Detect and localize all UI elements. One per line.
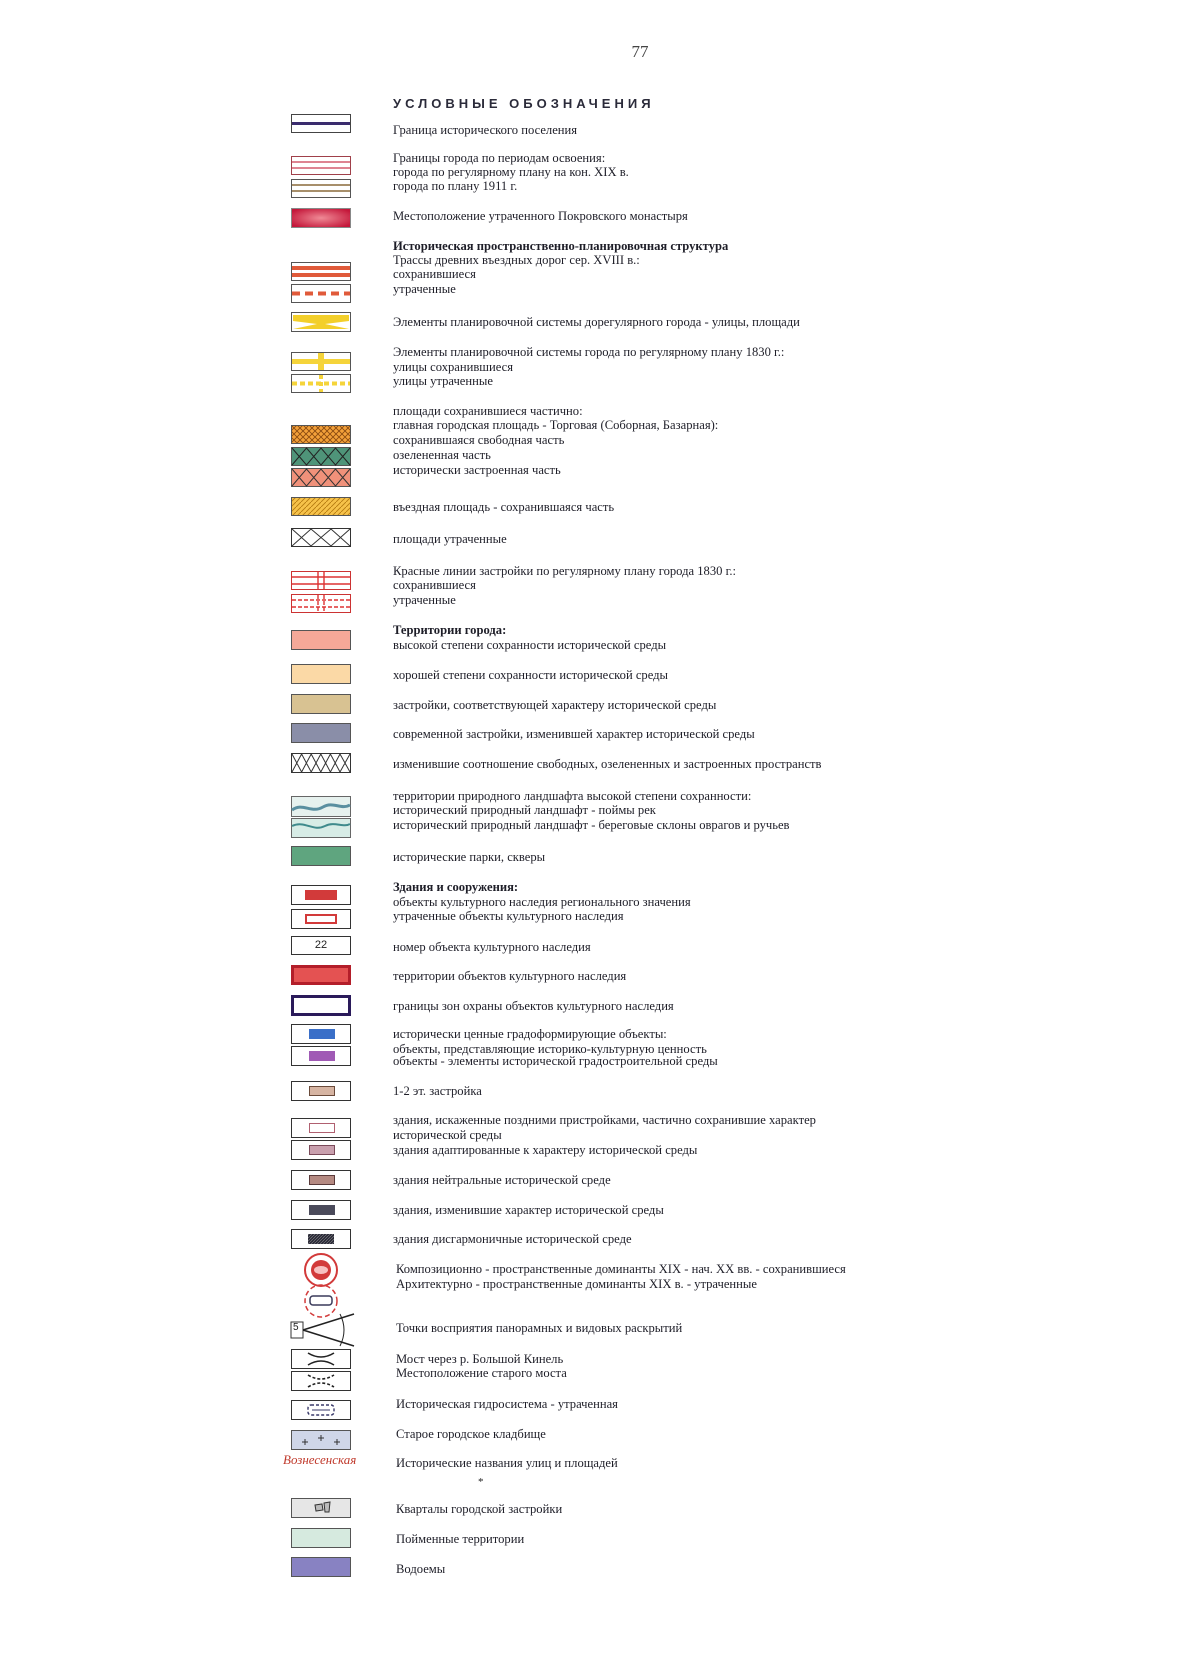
- historic-settlement-boundary-symbol: [291, 114, 351, 133]
- legend-terr-good: хорошей степени сохранности исторической среды: [393, 668, 669, 682]
- legend-distorted: здания, искаженные поздними пристройками, частично сохранившие характер: [393, 1113, 816, 1127]
- disharmonious-building-symbol: [291, 1229, 351, 1249]
- changed-ratio-territory-symbol: [291, 753, 351, 773]
- cemetery-symbol: [291, 1430, 351, 1450]
- ancient-road-kept-symbol: [291, 262, 351, 281]
- legend-landscape-slopes: исторический природный ландшафт - береговые склоны оврагов и ручьев: [393, 818, 790, 832]
- adapted-building-symbol: [291, 1140, 351, 1160]
- regular-streets-lost-symbol: [291, 374, 351, 393]
- red-lines-lost-symbol: [291, 594, 351, 613]
- legend-terr-high: высокой степени сохранности исторической среды: [393, 638, 667, 652]
- legend-parks: исторические парки, скверы: [393, 850, 546, 864]
- entry-square-symbol: [291, 497, 351, 516]
- legend-terr-matching: застройки, соответствующей характеру исторической среды: [393, 698, 717, 712]
- legend-valuable-cultural: объекты, представляющие историко-культурную ценность: [393, 1042, 707, 1056]
- legend-squares-partial: площади сохранившиеся частично:: [393, 404, 583, 418]
- legend-blocks: Кварталы городской застройки: [396, 1502, 563, 1516]
- legend-square-free: сохранившаяся свободная часть: [393, 433, 565, 447]
- legend-buildings-title: Здания и сооружения:: [393, 880, 519, 894]
- legend-main-square: главная городская площадь - Торговая (Соборная, Базарная):: [393, 418, 719, 432]
- legend-heritage-lost: утраченные объекты культурного наследия: [393, 909, 624, 923]
- legend-adapted: здания адаптированные к характеру исторической среды: [393, 1143, 698, 1157]
- legend-periods-1911: города по плану 1911 г.: [393, 179, 518, 193]
- floodplain-landscape-symbol: [291, 796, 351, 817]
- legend-low-rise: 1-2 эт. застройка: [393, 1084, 482, 1098]
- old-bridge-symbol: [291, 1371, 351, 1391]
- legend-distorted-2: исторической среды: [393, 1128, 502, 1142]
- lost-hydrosystem-symbol: [291, 1400, 351, 1420]
- legend-landscape-flood: исторический природный ландшафт - поймы рек: [393, 803, 656, 817]
- legend-roads-lost: утраченные: [393, 282, 456, 296]
- legend-neutral: здания нейтральные исторической среде: [393, 1173, 611, 1187]
- legend-square-green: озелененная часть: [393, 448, 491, 462]
- legend-floodplain: Пойменные территории: [396, 1532, 525, 1546]
- legend-square-built: исторически застроенная часть: [393, 463, 561, 477]
- heritage-regional-symbol: [291, 885, 351, 905]
- page-number: 77: [631, 42, 649, 61]
- water-bodies-symbol: [291, 1557, 351, 1577]
- legend-periods-title: Границы города по периодам освоения:: [393, 151, 606, 165]
- legend-roads-kept: сохранившиеся: [393, 267, 476, 281]
- legend-bridge: Мост через р. Большой Кинель: [396, 1352, 564, 1366]
- legend-red-lines-lost: утраченные: [393, 593, 456, 607]
- legend-dominants-kept: Композиционно - пространственные доминанты XIX - нач. XX вв. - сохранившиеся: [396, 1262, 846, 1276]
- legend-regular-title: Элементы планировочной системы города по регулярному плану 1830 г.:: [393, 345, 785, 359]
- viewpoint-icon: [290, 1312, 358, 1348]
- legend-old-bridge: Местоположение старого моста: [396, 1366, 567, 1380]
- regular-streets-kept-symbol: [291, 352, 351, 371]
- ancient-road-lost-symbol: [291, 284, 351, 303]
- legend-heritage-territories: территории объектов культурного наследия: [393, 969, 627, 983]
- legend-preregular: Элементы планировочной системы дорегулярного города - улицы, площади: [393, 315, 800, 329]
- legend-monastery: Местоположение утраченного Покровского монастыря: [393, 209, 688, 223]
- legend-roads-title: Трассы древних въездных дорог сер. XVIII в.:: [393, 253, 640, 267]
- legend-protection-zones: границы зон охраны объектов культурного наследия: [393, 999, 674, 1013]
- legend-heritage-regional: объекты культурного наследия регионального значения: [393, 895, 691, 909]
- slopes-landscape-symbol: [291, 818, 351, 838]
- protection-zone-symbol: [291, 995, 351, 1016]
- distorted-building-symbol: [291, 1118, 351, 1138]
- valuable-element-object-symbol: [291, 1046, 351, 1066]
- legend-hydro: Историческая гидросистема - утраченная: [396, 1397, 618, 1411]
- legend-periods-regular: города по регулярному плану на кон. XIX в.: [393, 165, 629, 179]
- bridge-symbol: [291, 1349, 351, 1369]
- regular-plan-boundary-symbol: [291, 156, 351, 175]
- legend-red-lines-kept: сохранившиеся: [393, 578, 476, 592]
- red-lines-kept-symbol: [291, 571, 351, 590]
- legend-heritage-number: номер объекта культурного наследия: [393, 940, 591, 954]
- preregular-streets-symbol: [291, 312, 351, 332]
- legend-boundary-text: Граница исторического поселения: [393, 123, 578, 137]
- heritage-territory-symbol: [291, 965, 351, 985]
- square-free-part-symbol: [291, 447, 351, 466]
- legend-structure-title: Историческая пространственно-планировочная структура: [393, 239, 729, 253]
- parks-symbol: [291, 846, 351, 866]
- footnote-mark: *: [478, 1476, 484, 1488]
- legend-landscape-title: территории природного ландшафта высокой степени сохранности:: [393, 789, 752, 803]
- square-built-part-symbol: [291, 468, 351, 487]
- main-square-symbol: [291, 425, 351, 444]
- legend-streets-kept: улицы сохранившиеся: [393, 360, 514, 374]
- legend-valuable-title: исторически ценные градоформирующие объекты:: [393, 1027, 667, 1041]
- legend-cemetery: Старое городское кладбище: [396, 1427, 546, 1441]
- heritage-lost-symbol: [291, 909, 351, 929]
- legend-water: Водоемы: [396, 1562, 446, 1576]
- legend-territories-title: Территории города:: [393, 623, 507, 637]
- legend-changed: здания, изменившие характер исторической среды: [393, 1203, 664, 1217]
- street-name-sample: Вознесенская: [283, 1452, 357, 1467]
- legend-entry-square: въездная площадь - сохранившаяся часть: [393, 500, 615, 514]
- modern-development-territory-symbol: [291, 723, 351, 743]
- legend-streets-lost: улицы утраченные: [393, 374, 493, 388]
- legend-squares-lost: площади утраченные: [393, 532, 507, 546]
- legend-red-lines-title: Красные линии застройки по регулярному плану города 1830 г.:: [393, 564, 736, 578]
- legend-disharmonious: здания дисгармоничные исторической среде: [393, 1232, 632, 1246]
- legend-street-names: Исторические названия улиц и площадей: [396, 1456, 618, 1470]
- heritage-number-symbol: 22: [291, 936, 351, 955]
- low-rise-building-symbol: [291, 1081, 351, 1101]
- plan-1911-boundary-symbol: [291, 179, 351, 198]
- floodplain-territory-symbol: [291, 1528, 351, 1548]
- good-preservation-territory-symbol: [291, 664, 351, 684]
- high-preservation-territory-symbol: [291, 630, 351, 650]
- city-block-symbol: [291, 1498, 351, 1518]
- legend-dominants-lost: Архитектурно - пространственные доминанты XIX в. - утраченные: [396, 1277, 757, 1291]
- squares-lost-symbol: [291, 528, 351, 547]
- legend-viewpoints: Точки восприятия панорамных и видовых раскрытий: [396, 1321, 683, 1335]
- monastery-location-symbol: [291, 208, 351, 228]
- neutral-building-symbol: [291, 1170, 351, 1190]
- legend-heading: УСЛОВНЫЕ ОБОЗНАЧЕНИЯ: [393, 96, 655, 111]
- matching-development-territory-symbol: [291, 694, 351, 714]
- changed-building-symbol: [291, 1200, 351, 1220]
- viewpoint-number: 5: [293, 1322, 299, 1333]
- valuable-cultural-object-symbol: [291, 1024, 351, 1044]
- legend-terr-ratio: изменившие соотношение свободных, озелененных и застроенных пространств: [393, 757, 822, 771]
- legend-valuable-elements: объекты - элементы исторической градостроительной среды: [393, 1054, 718, 1068]
- legend-terr-modern: современной застройки, изменившей характер исторической среды: [393, 727, 755, 741]
